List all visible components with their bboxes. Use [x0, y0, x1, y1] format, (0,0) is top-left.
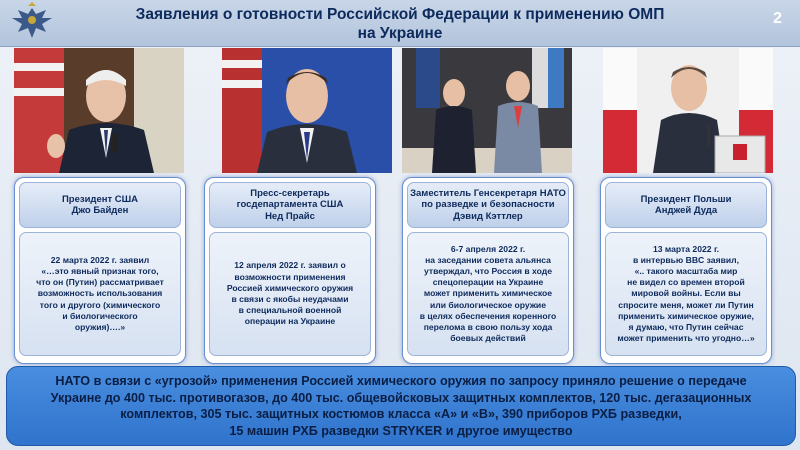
title-line-1: Заявления о готовности Российской Федерации к применению ОМП: [135, 6, 665, 23]
slide-header: [0, 0, 800, 47]
card-header: [209, 182, 371, 228]
page-title: [90, 5, 710, 43]
summary-banner: [6, 366, 796, 446]
person-name: Анджей Дуда: [654, 205, 718, 216]
card-header: [407, 182, 569, 228]
statement-card-duda: [600, 177, 772, 364]
statement-text: 6-7 апреля 2022 г. на заседании совета альянса утверждал, что Россия в ходе спецоперации на Украине может применить химическое или биологическое оружие в целях обеспечения коренного перелома в свою пользу хода боевых действий: [407, 232, 569, 356]
statement-card-biden: [14, 177, 186, 364]
slide-number: 2: [773, 10, 782, 27]
photo-duda: [603, 48, 773, 173]
photo-price: [222, 48, 392, 173]
photo-cattler: [402, 48, 572, 173]
person-name: Нед Прайс: [265, 210, 315, 222]
statement-text: 13 марта 2022 г. в интервью BBC заявил, «.. такого масштаба мир не видел со времен второй мировой войны. Если вы спросите меня, может ли Путин применить химическое оружие, я думаю, что Путин сейчас может применить что угодно…»: [605, 232, 767, 356]
person-position: Президент Польши: [640, 193, 732, 205]
card-header: [19, 182, 181, 228]
statement-text: 22 марта 2022 г. заявил «…это явный признак того, что он (Путин) рассматривает возможность использования того и другого (химического и биологического оружия)….»: [19, 232, 181, 356]
photo-biden: [14, 48, 184, 173]
person-position: Заместитель Генсекретаря НАТО: [410, 187, 566, 199]
statement-card-price: [204, 177, 376, 364]
person-name: Джо Байден: [71, 205, 129, 216]
person-position-cont: госдепартамента США: [236, 199, 344, 211]
statement-card-cattler: [402, 177, 574, 364]
summary-text: НАТО в связи с «угрозой» применения Россией химического оружия по запросу приняло решение о передаче Украине до 400 тыс. противогазов, до 400 тыс. общевойсковых защитных комплектов, 120 тыс. дегазационных комплектов, 305 тыс. защитных костюмов класса «А» и «В», 390 приборов РХБ разведки, 15 машин РХБ разведки STRYKER и другое имущество: [50, 374, 752, 438]
statement-text: 12 апреля 2022 г. заявил о возможности применения Россией химического оружия в связи с якобы неудачами в специальной военной операции на Украине: [209, 232, 371, 356]
person-position-cont: по разведке и безопасности: [421, 199, 555, 211]
double-headed-eagle-emblem-icon: [8, 2, 56, 42]
card-header: [605, 182, 767, 228]
person-position: Президент США: [61, 193, 139, 205]
person-name: Дэвид Кэттлер: [453, 210, 523, 222]
title-line-2: на Украине: [357, 25, 443, 42]
person-position: Пресс-секретарь: [250, 187, 330, 199]
